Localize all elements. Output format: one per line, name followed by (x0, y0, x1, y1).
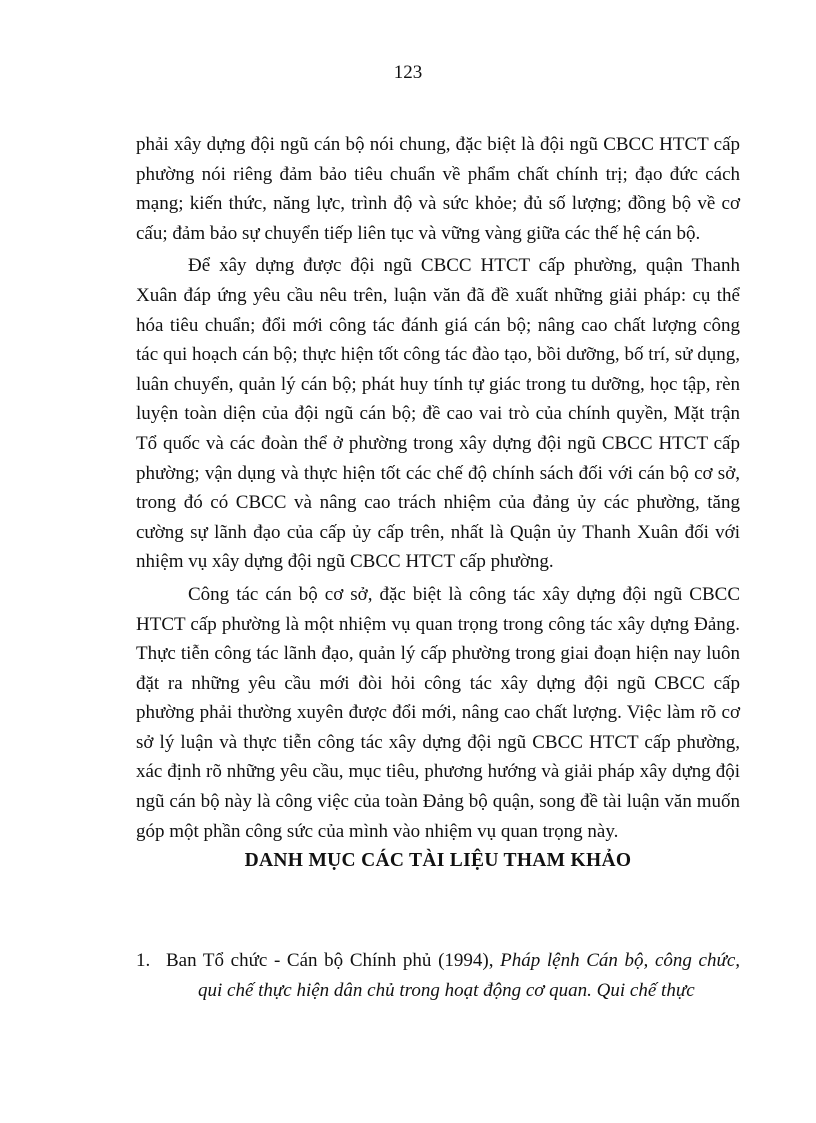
reference-list (136, 946, 740, 1006)
paragraph-conclusion: Công tác cán bộ cơ sở, đặc biệt là công tác xây dựng đội ngũ CBCC HTCT cấp phường là một nhiệm vụ quan trọng trong công tác xây dựng Đảng. Thực tiễn công tác lãnh đạo, quản lý cấp phường trong giai đoạn hiện nay luôn đặt ra những yêu cầu mới đòi hỏi công tác xây dựng đội ngũ CBCC cấp phường phải thường xuyên được đổi mới, nâng cao chất lượng. Việc làm rõ cơ sở lý luận và thực tiễn công tác xây dựng đội ngũ CBCC HTCT cấp phường, xác định rõ những yêu cầu, mục tiêu, phương hướng và giải pháp xây dựng đội ngũ cán bộ này là công việc của toàn Đảng bộ quận, song đề tài luận văn muốn góp một phần công sức của mình vào nhiệm vụ quan trọng này. (136, 583, 740, 842)
body-text (136, 130, 740, 849)
reference-author: Ban Tổ chức - Cán bộ Chính phủ (1994), (166, 950, 501, 971)
paragraph-solutions: Để xây dựng được đội ngũ CBCC HTCT cấp phường, quận Thanh Xuân đáp ứng yêu cầu nêu trên, luận văn đã đề xuất những giải pháp: cụ thể hóa tiêu chuẩn; đổi mới công tác đánh giá cán bộ; nâng cao chất lượng công tác qui hoạch cán bộ; thực hiện tốt công tác đào tạo, bồi dưỡng, bố trí, sử dụng, luân chuyển, quản lý cán bộ; phát huy tính tự giác trong tu dưỡng, học tập, rèn luyện toàn diện của đội ngũ cán bộ; đề cao vai trò của chính quyền, Mặt trận Tổ quốc và các đoàn thể ở phường trong xây dựng đội ngũ CBCC HTCT cấp phường; vận dụng và thực hiện tốt các chế độ chính sách đối với cán bộ cơ sở, trong đó có CBCC và nâng cao trách nhiệm của đảng ủy các phường, tăng cường sự lãnh đạo của cấp ủy cấp trên, nhất là Quận ủy Thanh Xuân đối với nhiệm vụ xây dựng đội ngũ CBCC HTCT cấp phường. (136, 255, 740, 573)
reference-number: 1. (136, 950, 151, 971)
paragraph-continuation: phải xây dựng đội ngũ cán bộ nói chung, đặc biệt là đội ngũ CBCC HTCT cấp phường nói riêng đảm bảo tiêu chuẩn về phẩm chất chính trị; đạo đức cách mạng; kiến thức, năng lực, trình độ và sức khỏe; đủ số lượng; đồng bộ về cơ cấu; đảm bảo sự chuyển tiếp liên tục và vững vàng giữa các thế hệ cán bộ. (136, 134, 740, 244)
references-heading: DANH MỤC CÁC TÀI LIỆU THAM KHẢO (244, 850, 632, 871)
page-number: 123 (393, 62, 423, 83)
reference-item (136, 946, 740, 1006)
reference-title: Pháp lệnh Cán bộ, công chức, qui chế thực hiện dân chủ trong hoạt động cơ quan. Qui chế thực (198, 950, 740, 1001)
